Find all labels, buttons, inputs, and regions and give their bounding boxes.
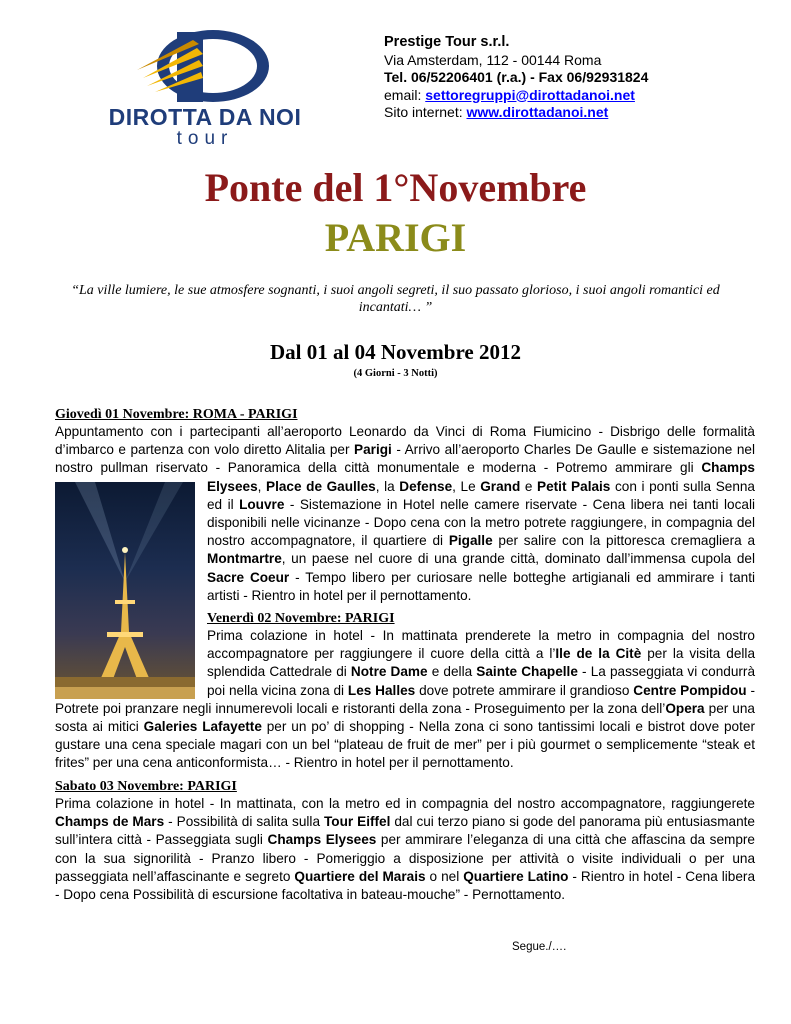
day-description: Prima colazione in hotel - In mattinata prenderete la metro in compagnia del nostro accompagnatore per raggiungere il cuore della città a l’Ile de la Citè per la visita della splendida Cattedrale di Notre Dame e della Sainte Chapelle - La passeggiata vi condurrà poi nella vicina zona di Les Halles dove potrete ammirare il grandioso Centre Pompidou - Potrete poi pranzare negli innumerevoli locali e ristoranti della zona - Proseguimento per la zona dell’Opera per una sosta ai mitici Galeries Lafayette per un po’ di shopping - Nella zona ci sono tantissimi locali e bistrot dove poter gustare una cena speciale magari con un bel “plateau de fruit de mer” per i più gourmet o semplicemente “steak et frites” per una cena anticonformista… - Rientro in hotel per il pernottamento.: [55, 628, 756, 771]
itinerary-day-3: [55, 779, 755, 904]
company-address: Via Amsterdam, 112 - 00144 Roma: [384, 51, 602, 68]
itinerary-days-1-2: [55, 407, 755, 773]
site-label: Sito internet:: [384, 104, 463, 120]
continues-note: Segue./….: [512, 941, 567, 953]
day-heading: Sabato 03 Novembre: PARIGI: [55, 779, 237, 794]
page-subtitle: PARIGI: [324, 215, 467, 260]
trip-dates: Dal 01 al 04 Novembre 2012: [269, 340, 521, 364]
intro-quote: “La ville lumiere, le sue atmosfere sognanti, i suoi angoli segreti, il suo passato glorioso, i suoi angoli romantici ed incantati… ”: [71, 283, 720, 315]
day-description: Appuntamento con i partecipanti all’aeroporto Leonardo da Vinci di Roma Fiumicino - Disbrigo delle formalità d’imbarco e partenza con volo diretto Alitalia per Parigi - Arrivo all’aeroporto Charles De Gaulle e sistemazione nel nostro pullman riservato - Panoramica della città monumentale e moderna - Potremo ammirare gli Champs Elysees , Place de Gaulles, la Defense, Le Grand e Petit Palais con i ponti sulla Senna ed il Louvre - Sistemazione in Hotel nelle camere riservate - Cena libera nei tanti locali disponibili nelle vicinanze - Dopo cena con la metro potrete raggiungere, in compagnia del nostro accompagnatore, il quartiere di Pigalle per salire con la pittoresca cremagliera a Montmartre, un paese nel cuore di una grande città, dominato dall’immensa cupola del Sacre Coeur - Tempo libero per curiosare nelle botteghe artigianali ed ammirare i tanti artisti - Rientro in hotel per il pernottamento.: [55, 423, 755, 605]
day-heading: Giovedì 01 Novembre: ROMA - PARIGI: [55, 407, 298, 422]
company-phone: Tel. 06/52206401 (r.a.) - Fax 06/92931824: [384, 69, 649, 85]
company-email-line: [384, 87, 648, 105]
company-site-line: [384, 104, 648, 122]
page-title: Ponte del 1°Novembre: [204, 165, 587, 210]
day-description: Prima colazione in hotel - In mattinata, con la metro ed in compagnia del nostro accompagnatore, raggiungerete Champs de Mars - Possibilità di salita sulla Tour Eiffel dal cui terzo piano si gode del panorama più entusiasmante sull’intera città - Passeggiata sugli Champs Elysees per ammirare l’eleganza di una città che affascina da sempre con la sua signorilità - Pranzo libero - Pomeriggio a disposizione per attività o visite individuali o per una passeggiata nell’affascinante e segreto Quartiere del Marais o nel Quartiere Latino - Rientro in hotel - Cena libera - Dopo cena Possibilità di escursione facoltativa in bateau-mouche” - Pernottamento.: [55, 796, 756, 903]
eiffel-tower-photo: [55, 482, 195, 699]
site-link[interactable]: www.dirottadanoi.net: [466, 104, 609, 120]
email-label: email:: [384, 86, 422, 103]
email-link[interactable]: settoregruppi@dirottadanoi.net: [425, 86, 635, 103]
trip-duration: (4 Giorni - 3 Notti): [353, 368, 438, 379]
day-heading: Venerdì 02 Novembre: PARIGI: [207, 611, 395, 627]
company-info: [384, 34, 648, 122]
company-name: Prestige Tour s.r.l.: [384, 34, 510, 50]
logo-subtitle: tour: [176, 128, 234, 149]
logo-name: DIROTTA DA NOI: [108, 104, 302, 130]
